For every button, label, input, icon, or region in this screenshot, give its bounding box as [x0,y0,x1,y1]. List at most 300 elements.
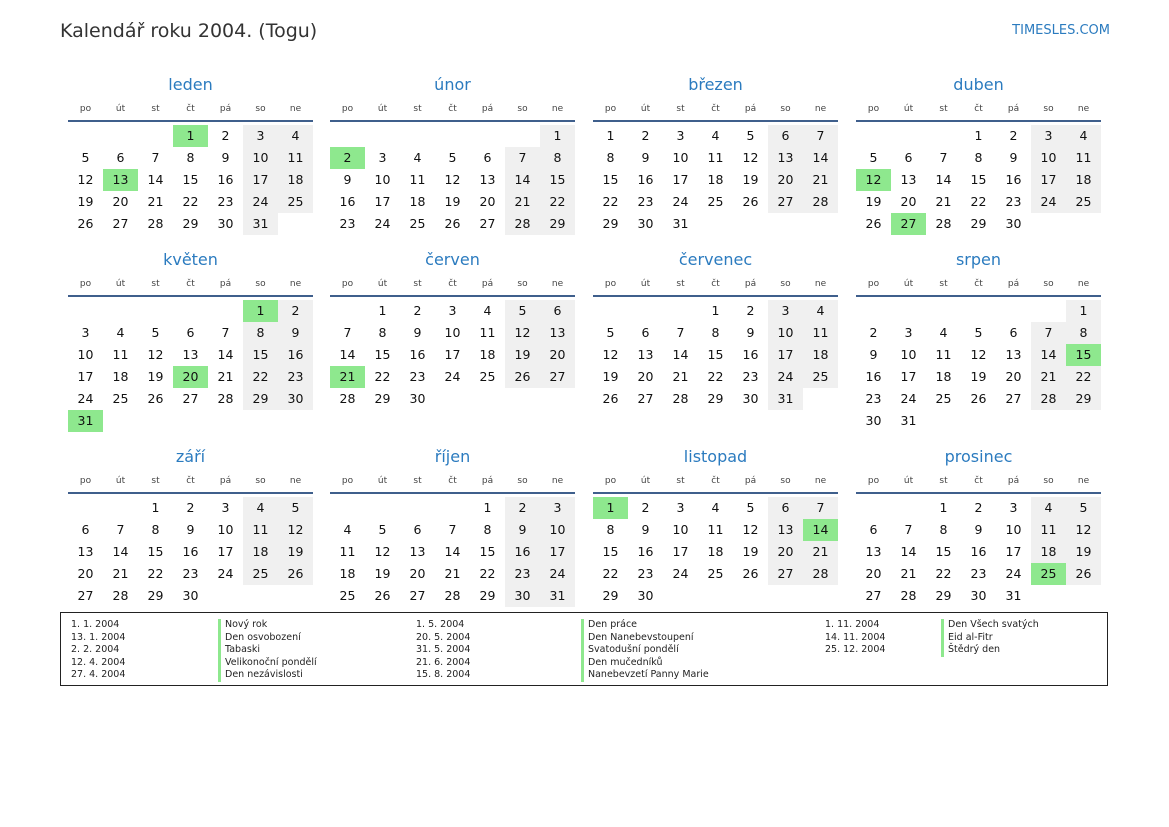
day-cell: 13 [1005,347,1022,362]
day-cell: 5 [378,522,387,537]
holiday-date: 1. 1. 2004 [71,619,120,630]
month-name: červen [425,250,480,269]
day-cell: 9 [1009,150,1018,165]
day-cell: 22 [707,369,724,384]
day-cell: 6 [483,150,492,165]
day-cell: 20 [637,369,654,384]
empty-cell [103,300,138,322]
day-cell: 20 [479,194,496,209]
day-cell: 14 [1031,344,1066,366]
day-cell: 16 [1005,172,1022,187]
day-cell: 9 [746,325,755,340]
day-cell: 22 [935,566,952,581]
day-cell: 5 [278,497,313,519]
day-cell: 30 [505,585,540,607]
day-cell: 9 [505,519,540,541]
weekday-label: so [255,476,266,486]
weekday-label: so [780,279,791,289]
weekday-header [68,273,313,297]
day-cell: 11 [707,150,724,165]
day-cell: 12 [444,172,461,187]
day-cell: 21 [1031,366,1066,388]
day-grid [330,300,575,410]
day-cell: 22 [243,366,278,388]
day-cell: 28 [672,391,689,406]
day-cell: 4 [483,303,492,318]
day-cell: 18 [1066,169,1101,191]
weekday-label: čt [448,476,457,486]
day-cell: 23 [505,563,540,585]
day-cell: 10 [768,322,803,344]
day-cell: 7 [116,522,125,537]
weekday-label: ne [289,279,302,289]
weekday-header [68,98,313,122]
day-cell: 9 [974,522,983,537]
day-cell: 1 [540,125,575,147]
day-cell: 4 [803,300,838,322]
month-name: leden [168,75,213,94]
day-cell: 8 [974,150,983,165]
day-cell: 24 [1005,566,1022,581]
holiday-names-column [581,619,709,682]
holiday-name: Den nezávislosti [218,669,317,682]
day-cell: 15 [602,172,619,187]
day-cell: 12 [278,519,313,541]
day-cell: 13 [479,172,496,187]
day-cell: 28 [935,216,952,231]
day-cell: 28 [217,391,234,406]
day-cell: 10 [1031,147,1066,169]
empty-cell [593,300,628,322]
day-cell: 8 [711,325,720,340]
day-cell: 22 [374,369,391,384]
weekday-label: po [867,476,880,486]
day-cell: 21 [444,566,461,581]
weekday-label: út [115,476,126,486]
day-cell: 19 [1066,541,1101,563]
day-cell: 19 [865,194,882,209]
day-cell: 7 [221,325,230,340]
day-cell: 19 [374,566,391,581]
day-cell: 11 [707,522,724,537]
day-cell: 29 [602,216,619,231]
day-cell: 9 [641,150,650,165]
empty-cell [470,125,505,147]
weekday-label: ne [814,104,827,114]
month-name: prosinec [944,447,1013,466]
weekday-label: so [255,279,266,289]
day-cell: 10 [540,519,575,541]
day-cell: 24 [540,563,575,585]
day-cell: 19 [278,541,313,563]
weekday-label: čt [974,104,983,114]
day-cell: 29 [540,213,575,235]
day-cell: 24 [77,391,94,406]
weekday-label: út [640,279,651,289]
holiday-date: 2. 2. 2004 [71,644,120,656]
holiday-day-cell: 20 [173,366,208,388]
empty-cell [961,300,996,322]
day-cell: 6 [768,497,803,519]
day-cell: 27 [112,216,129,231]
holiday-name: Den mučedníků [581,657,709,670]
day-cell: 23 [1005,194,1022,209]
day-cell: 5 [448,150,457,165]
day-cell: 24 [444,369,461,384]
empty-cell [926,300,961,322]
month-name: duben [953,75,1004,94]
day-cell: 23 [182,566,199,581]
day-cell: 12 [742,150,759,165]
day-cell: 13 [768,519,803,541]
weekday-label: pá [1007,104,1020,114]
day-cell: 21 [505,191,540,213]
day-cell: 9 [413,325,422,340]
weekday-label: čt [974,279,983,289]
day-cell: 20 [865,566,882,581]
day-grid [856,300,1101,432]
day-cell: 12 [77,172,94,187]
day-cell: 3 [1009,500,1018,515]
weekday-label: út [903,476,914,486]
day-cell: 23 [742,369,759,384]
holiday-name: Tabaski [218,644,317,657]
weekday-label: pá [744,476,757,486]
day-cell: 15 [374,347,391,362]
day-cell: 4 [939,325,948,340]
day-cell: 2 [278,300,313,322]
weekday-label: st [413,476,422,486]
day-cell: 7 [343,325,352,340]
day-cell: 26 [742,566,759,581]
day-cell: 17 [1031,169,1066,191]
day-cell: 11 [339,544,356,559]
day-cell: 27 [865,588,882,603]
day-cell: 16 [278,344,313,366]
holiday-date: 12. 4. 2004 [71,656,126,668]
month-name: listopad [683,447,748,466]
empty-cell [891,497,926,519]
weekday-label: st [676,476,685,486]
empty-cell [138,300,173,322]
day-cell: 9 [186,522,195,537]
empty-cell [856,497,891,519]
month-prosinec [856,444,1101,607]
day-cell: 11 [935,347,952,362]
holiday-name: Štědrý den [941,644,1039,657]
day-cell: 30 [1005,216,1022,231]
day-cell: 5 [869,150,878,165]
day-cell: 14 [147,172,164,187]
day-cell: 29 [935,588,952,603]
day-cell: 7 [939,150,948,165]
day-cell: 12 [742,522,759,537]
day-cell: 6 [186,325,195,340]
weekday-label: čt [711,279,720,289]
weekday-label: pá [481,104,494,114]
empty-cell [173,300,208,322]
holiday-name: Den Všech svatých [941,619,1039,632]
weekday-label: st [413,279,422,289]
month-name: únor [434,75,471,94]
day-cell: 9 [278,322,313,344]
day-cell: 27 [479,216,496,231]
weekday-header [593,273,838,297]
day-cell: 7 [448,522,457,537]
weekday-label: čt [974,476,983,486]
holiday-day-cell: 1 [173,125,208,147]
empty-cell [400,497,435,519]
month-listopad [593,444,838,607]
day-cell: 16 [217,172,234,187]
day-cell: 14 [672,347,689,362]
weekday-label: pá [1007,476,1020,486]
weekday-label: so [1043,476,1054,486]
empty-cell [103,497,138,519]
day-cell: 8 [243,322,278,344]
site-link[interactable]: TIMESLES.COM [1012,23,1110,38]
day-cell: 17 [1005,544,1022,559]
empty-cell [365,125,400,147]
day-cell: 8 [1066,322,1101,344]
day-cell: 14 [935,172,952,187]
day-cell: 26 [865,216,882,231]
empty-cell [505,125,540,147]
day-cell: 14 [444,544,461,559]
weekday-label: út [377,476,388,486]
day-cell: 16 [637,172,654,187]
month-name: září [175,447,206,466]
day-cell: 23 [217,194,234,209]
month-září [68,444,313,607]
holiday-date: 20. 5. 2004 [416,631,471,643]
day-cell: 15 [540,169,575,191]
holiday-date: 21. 6. 2004 [416,656,471,668]
day-cell: 11 [1031,519,1066,541]
day-grid [68,497,313,607]
day-cell: 1 [606,128,615,143]
day-cell: 21 [803,541,838,563]
weekday-label: po [867,104,880,114]
day-cell: 1 [974,128,983,143]
weekday-label: čt [186,476,195,486]
day-cell: 16 [505,541,540,563]
day-cell: 3 [676,128,685,143]
day-cell: 30 [637,588,654,603]
day-cell: 4 [278,125,313,147]
empty-cell [330,497,365,519]
day-cell: 25 [707,194,724,209]
holiday-day-cell: 25 [1031,563,1066,585]
weekday-label: po [341,104,354,114]
day-cell: 25 [243,563,278,585]
day-cell: 24 [243,191,278,213]
day-cell: 12 [602,347,619,362]
day-grid [593,125,838,235]
weekday-header [856,273,1101,297]
day-cell: 6 [869,522,878,537]
month-name: březen [688,75,743,94]
day-cell: 11 [243,519,278,541]
day-cell: 4 [243,497,278,519]
day-cell: 8 [186,150,195,165]
day-cell: 2 [974,500,983,515]
day-cell: 20 [409,566,426,581]
day-cell: 3 [448,303,457,318]
day-cell: 13 [768,147,803,169]
day-cell: 21 [672,369,689,384]
day-cell: 17 [900,369,917,384]
day-cell: 29 [707,391,724,406]
day-cell: 19 [742,172,759,187]
day-cell: 18 [278,169,313,191]
day-cell: 22 [1066,366,1101,388]
day-cell: 26 [602,391,619,406]
day-cell: 4 [343,522,352,537]
day-cell: 7 [151,150,160,165]
weekday-label: st [151,279,160,289]
empty-cell [891,300,926,322]
weekday-label: so [517,104,528,114]
day-cell: 28 [900,588,917,603]
day-cell: 4 [1066,125,1101,147]
day-cell: 22 [479,566,496,581]
day-cell: 13 [540,322,575,344]
day-cell: 21 [900,566,917,581]
day-cell: 20 [77,566,94,581]
day-cell: 13 [900,172,917,187]
day-cell: 16 [742,347,759,362]
day-cell: 28 [1031,388,1066,410]
weekday-label: út [903,104,914,114]
weekday-label: ne [551,476,564,486]
empty-cell [856,300,891,322]
day-cell: 14 [217,347,234,362]
weekday-label: po [604,104,617,114]
day-cell: 3 [243,125,278,147]
day-cell: 2 [413,303,422,318]
day-cell: 18 [707,172,724,187]
day-cell: 30 [182,588,199,603]
empty-cell [103,125,138,147]
day-cell: 20 [1005,369,1022,384]
weekday-label: ne [289,476,302,486]
weekday-label: čt [186,279,195,289]
empty-cell [400,125,435,147]
holiday-day-cell: 2 [330,147,365,169]
holiday-day-cell: 21 [330,366,365,388]
day-cell: 13 [409,544,426,559]
day-cell: 15 [182,172,199,187]
day-cell: 15 [147,544,164,559]
day-cell: 29 [147,588,164,603]
weekday-label: ne [814,476,827,486]
day-cell: 10 [243,147,278,169]
day-cell: 20 [112,194,129,209]
holiday-day-cell: 1 [243,300,278,322]
weekday-label: ne [1077,104,1090,114]
weekday-label: ne [551,279,564,289]
weekday-label: pá [219,104,232,114]
day-cell: 6 [768,125,803,147]
day-cell: 20 [768,541,803,563]
day-cell: 13 [637,347,654,362]
day-cell: 31 [768,388,803,410]
day-cell: 17 [77,369,94,384]
weekday-label: ne [814,279,827,289]
day-cell: 8 [151,522,160,537]
month-name: říjen [434,447,471,466]
day-cell: 19 [147,369,164,384]
day-cell: 17 [374,194,391,209]
day-cell: 21 [217,369,234,384]
day-cell: 6 [904,150,913,165]
day-cell: 14 [900,544,917,559]
empty-cell [1031,300,1066,322]
weekday-label: st [939,104,948,114]
weekday-label: po [341,279,354,289]
empty-cell [663,300,698,322]
day-cell: 26 [374,588,391,603]
day-cell: 1 [378,303,387,318]
weekday-header [330,273,575,297]
day-cell: 10 [1005,522,1022,537]
day-cell: 23 [339,216,356,231]
day-cell: 3 [81,325,90,340]
day-cell: 13 [77,544,94,559]
day-cell: 11 [112,347,129,362]
day-cell: 8 [483,522,492,537]
weekday-label: so [780,104,791,114]
day-cell: 27 [768,191,803,213]
day-cell: 30 [970,588,987,603]
day-cell: 8 [939,522,948,537]
day-cell: 18 [339,566,356,581]
day-cell: 26 [77,216,94,231]
day-cell: 4 [711,128,720,143]
day-cell: 17 [243,169,278,191]
holidays-list [60,612,1108,686]
day-cell: 31 [1005,588,1022,603]
day-cell: 25 [278,191,313,213]
day-cell: 5 [81,150,90,165]
day-cell: 16 [970,544,987,559]
holiday-day-cell: 14 [803,519,838,541]
day-grid [330,497,575,607]
day-cell: 24 [217,566,234,581]
day-cell: 21 [147,194,164,209]
day-cell: 2 [1009,128,1018,143]
empty-cell [68,125,103,147]
day-cell: 23 [865,391,882,406]
day-cell: 7 [676,325,685,340]
day-cell: 27 [768,563,803,585]
day-cell: 18 [112,369,129,384]
day-cell: 14 [339,347,356,362]
weekday-label: ne [289,104,302,114]
day-cell: 29 [182,216,199,231]
day-cell: 10 [672,150,689,165]
day-cell: 22 [540,191,575,213]
day-cell: 18 [707,544,724,559]
day-cell: 5 [606,325,615,340]
day-cell: 7 [803,497,838,519]
weekday-label: ne [1077,279,1090,289]
day-cell: 24 [672,194,689,209]
day-cell: 26 [505,366,540,388]
day-cell: 4 [1031,497,1066,519]
weekday-label: so [780,476,791,486]
